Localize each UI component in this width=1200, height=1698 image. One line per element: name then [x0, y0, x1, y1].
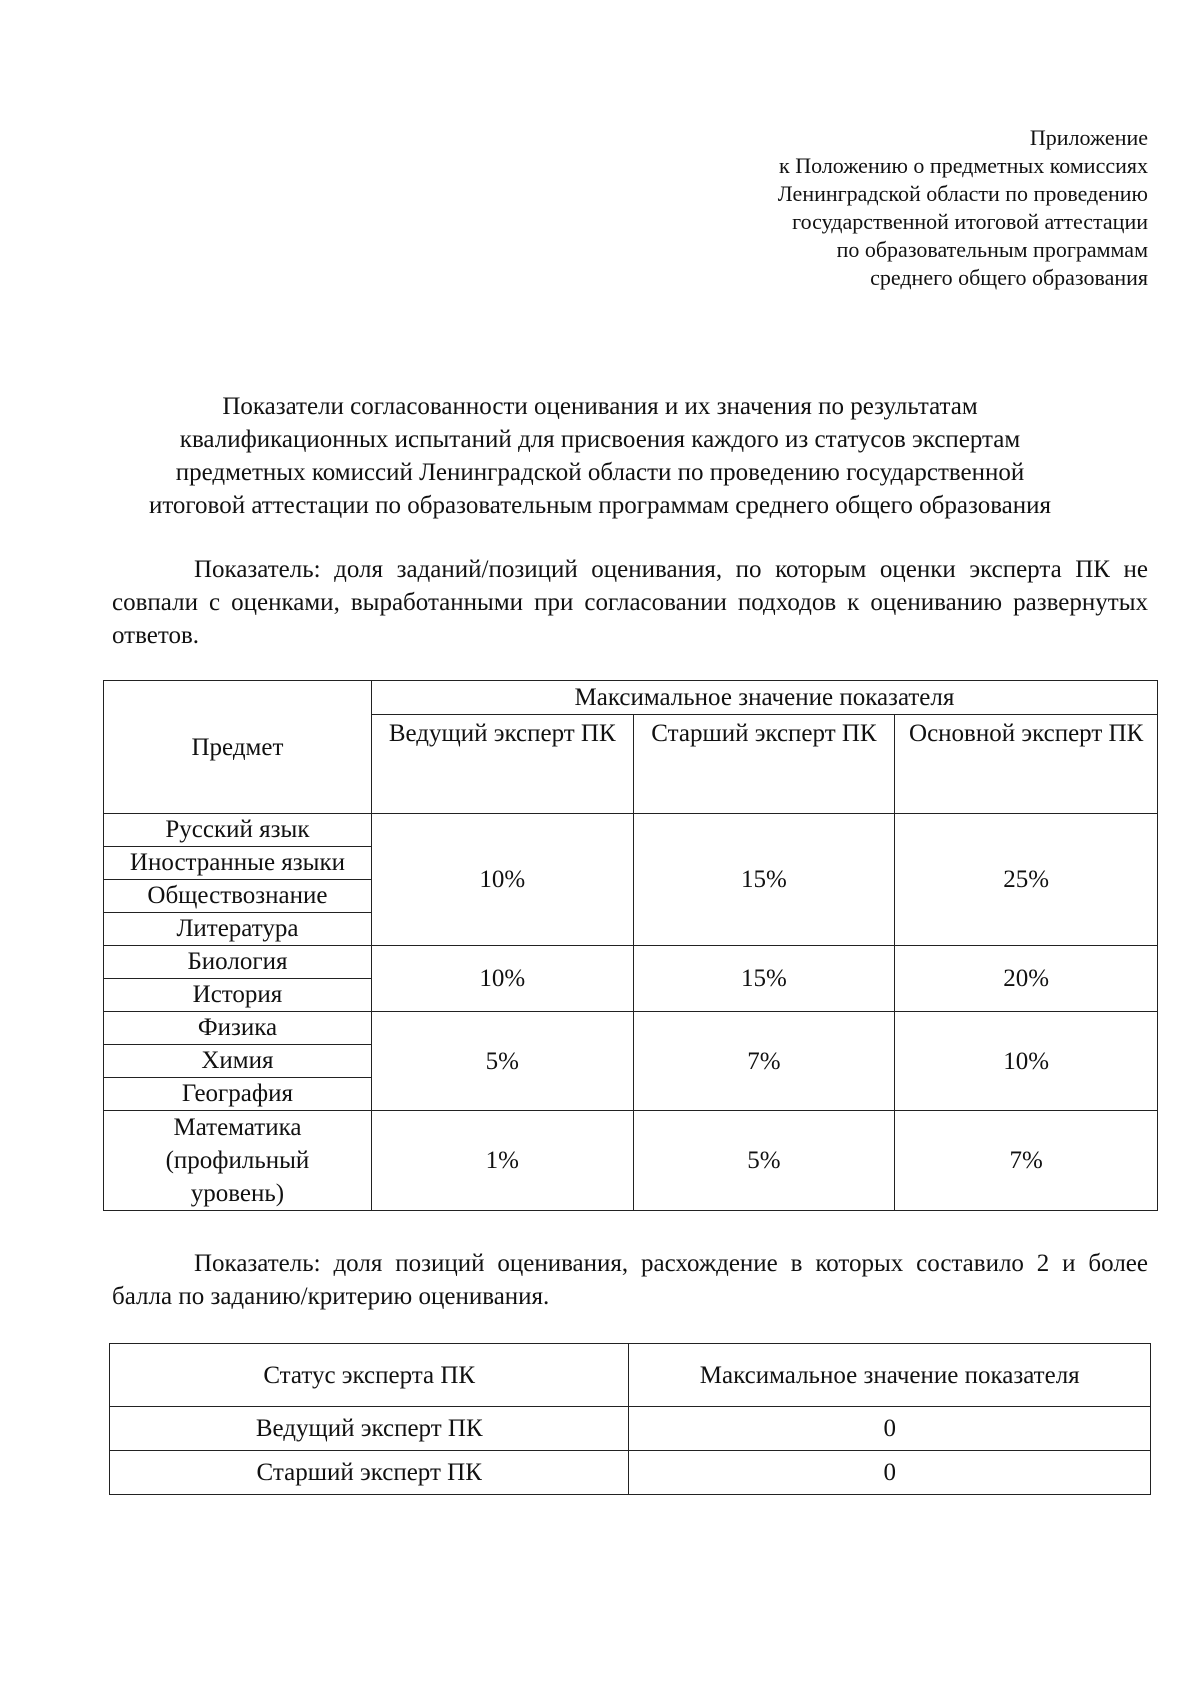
- subject-cell: Русский язык: [104, 814, 372, 847]
- column-header-senior-expert: Старший эксперт ПК: [633, 715, 895, 814]
- title-line: Показатели согласованности оценивания и их значения по результатам: [222, 393, 978, 420]
- indicator-text-2: Показатель: доля позиций оценивания, расхождение в которых составило 2 и более балла по заданию/критерию оценивания.: [112, 1250, 1148, 1310]
- appendix-line: среднего общего образования: [870, 265, 1148, 290]
- status-cell: Ведущий эксперт ПК: [110, 1407, 629, 1451]
- value-cell: 0: [629, 1451, 1151, 1495]
- value-cell: 10%: [895, 1012, 1158, 1111]
- title-line: итоговой аттестации по образовательным программам среднего общего образования: [148, 492, 1052, 519]
- max-value-header-cell: Максимальное значение показателя: [371, 681, 1157, 715]
- table-row: [104, 1111, 1158, 1211]
- table-row: [104, 946, 1158, 979]
- value-cell: 5%: [371, 1012, 633, 1111]
- appendix-line: государственной итоговой аттестации: [792, 209, 1148, 234]
- value-cell: 7%: [895, 1111, 1158, 1211]
- subject-header-cell: Предмет: [104, 681, 372, 814]
- value-cell: 10%: [371, 946, 633, 1012]
- table-row: [104, 1012, 1158, 1045]
- appendix-line: по образовательным программам: [836, 237, 1148, 262]
- max-value-header-cell: Максимальное значение показателя: [629, 1344, 1151, 1407]
- subject-cell: Иностранные языки: [104, 847, 372, 880]
- status-cell: Старший эксперт ПК: [110, 1451, 629, 1495]
- value-cell: 15%: [633, 814, 895, 946]
- table-header-row: [110, 1344, 1151, 1407]
- subject-cell: Физика: [104, 1012, 372, 1045]
- subject-cell: География: [104, 1078, 372, 1111]
- indicator-paragraph-2: [112, 1247, 1148, 1313]
- title-line: квалификационных испытаний для присвоения каждого из статусов экспертам: [179, 426, 1021, 453]
- appendix-line: Приложение: [1029, 125, 1148, 150]
- subject-cell: Литература: [104, 913, 372, 946]
- appendix-line: к Положению о предметных комиссиях: [779, 153, 1148, 178]
- value-cell: 25%: [895, 814, 1158, 946]
- subject-cell: Математика (профильный уровень): [104, 1111, 372, 1211]
- indicator-table-1: [103, 680, 1158, 1211]
- value-cell: 0: [629, 1407, 1151, 1451]
- subject-cell: История: [104, 979, 372, 1012]
- table-row: [110, 1451, 1151, 1495]
- subject-cell: Химия: [104, 1045, 372, 1078]
- appendix-block: [778, 124, 1148, 292]
- status-header-cell: Статус эксперта ПК: [110, 1344, 629, 1407]
- value-cell: 15%: [633, 946, 895, 1012]
- title-line: предметных комиссий Ленинградской области по проведению государственной: [175, 459, 1025, 486]
- subject-cell: Биология: [104, 946, 372, 979]
- subject-cell: Обществознание: [104, 880, 372, 913]
- appendix-line: Ленинградской области по проведению: [777, 181, 1148, 206]
- table-header-row: [104, 681, 1158, 715]
- column-header-main-expert: Основной эксперт ПК: [895, 715, 1158, 814]
- value-cell: 5%: [633, 1111, 895, 1211]
- value-cell: 1%: [371, 1111, 633, 1211]
- table-row: [110, 1407, 1151, 1451]
- value-cell: 20%: [895, 946, 1158, 1012]
- indicator-paragraph-1: [112, 553, 1148, 652]
- indicator-text-1: Показатель: доля заданий/позиций оценивания, по которым оценки эксперта ПК не совпали с оценками, выработанными при согласовании подходов к оцениванию развернутых ответов.: [112, 556, 1148, 649]
- document-title: [100, 390, 1100, 522]
- column-header-lead-expert: Ведущий эксперт ПК: [371, 715, 633, 814]
- indicator-table-2: [109, 1343, 1151, 1495]
- value-cell: 7%: [633, 1012, 895, 1111]
- table-row: [104, 814, 1158, 847]
- value-cell: 10%: [371, 814, 633, 946]
